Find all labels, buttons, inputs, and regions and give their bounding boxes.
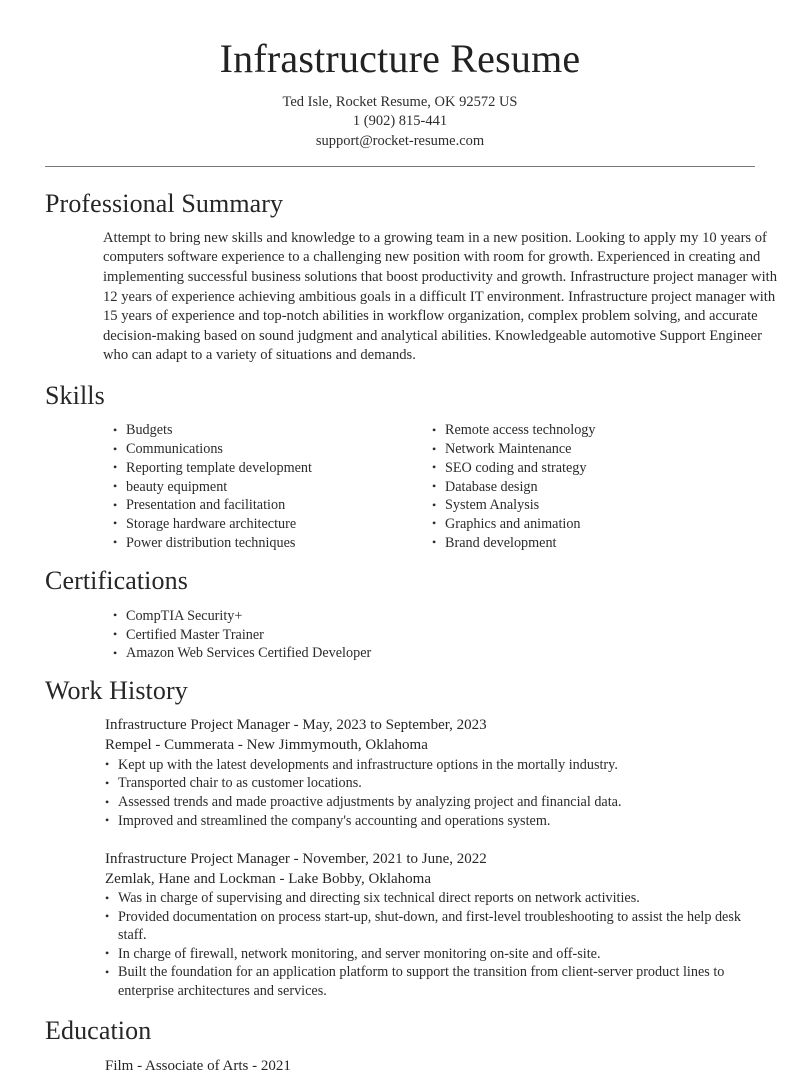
list-item: • Budgets (113, 421, 432, 439)
summary-text: Attempt to bring new skills and knowledge to a growing team in a new position. Looking to apply my 10 years of computers software experience to a challenging new position with room for growth. Experienced in creating and implementing successful business solutions that boost productivity and growth. Infrastructure project manager with 12 years of experience achieving ambitious goals in a difficult IT environment. Infrastructure project manager with 15 years of experience and top-notch abilities in workflow organization, complex problem solving, and accurate decision-making based on sound judgment and analytical abilities. Knowledgeable automotive Support Engineer who can adapt to a variety of situations and demands. (103, 229, 778, 364)
list-item: • Database design (432, 478, 732, 496)
list-item: • Was in charge of supervising and directing six technical direct reports on network activities. (105, 889, 755, 907)
list-item: • Reporting template development (113, 459, 432, 477)
list-item: • SEO coding and strategy (432, 459, 732, 477)
section-heading-certifications: Certifications (45, 566, 188, 596)
list-item: • Assessed trends and made proactive adjustments by analyzing project and financial data. (105, 793, 755, 811)
section-skills (0, 366, 800, 552)
list-item: • CompTIA Security+ (113, 607, 755, 625)
jobs-wrap (45, 716, 755, 999)
section-education (0, 1000, 800, 1076)
list-item: • Built the foundation for an application platform to support the transition from client-server product lines to enterprise architectures and services. (105, 963, 755, 999)
list-item: • Remote access technology (432, 421, 732, 439)
contact-email: support@rocket-resume.com (315, 132, 485, 149)
skills-list-right (432, 421, 732, 552)
certifications-list-wrap (45, 607, 755, 663)
job-title: Infrastructure Project Manager - May, 2023 to September, 2023 (105, 717, 487, 734)
list-item: • Graphics and animation (432, 515, 732, 533)
list-item: • Brand development (432, 534, 732, 552)
section-heading-skills: Skills (45, 380, 105, 410)
section-professional-summary (0, 167, 800, 366)
job-entry (45, 716, 755, 830)
contact-block (0, 93, 800, 152)
list-item: • In charge of firewall, network monitoring, and server monitoring on-site and off-site. (105, 945, 755, 963)
resume-header (0, 0, 800, 167)
job-responsibilities (105, 889, 755, 1000)
contact-phone: 1 (902) 815-441 (352, 113, 448, 130)
job-company: Zemlak, Hane and Lockman - Lake Bobby, Oklahoma (105, 870, 432, 887)
list-item: • Amazon Web Services Certified Developer (113, 644, 755, 662)
job-responsibilities (105, 756, 755, 830)
section-certifications (0, 552, 800, 662)
page-title: Infrastructure Resume (219, 36, 581, 81)
list-item: • Communications (113, 440, 432, 458)
section-heading-summary: Professional Summary (45, 189, 284, 219)
list-item: • beauty equipment (113, 478, 432, 496)
list-item: • Kept up with the latest developments and infrastructure options in the mortally industry. (105, 756, 755, 774)
contact-address: Ted Isle, Rocket Resume, OK 92572 US (282, 93, 518, 110)
education-entry: Film - Associate of Arts - 2021 (105, 1057, 291, 1074)
list-item: • Transported chair to as customer locations. (105, 774, 755, 792)
list-item: • Improved and streamlined the company's accounting and operations system. (105, 812, 755, 830)
list-item: • Power distribution techniques (113, 534, 432, 552)
section-heading-education: Education (45, 1016, 152, 1046)
job-company: Rempel - Cummerata - New Jimmymouth, Oklahoma (105, 737, 428, 754)
list-item: • Presentation and facilitation (113, 496, 432, 514)
list-item: • Storage hardware architecture (113, 515, 432, 533)
list-item: • Provided documentation on process start-up, shut-down, and first-level troubleshooting to assist the help desk staff. (105, 908, 755, 944)
skills-columns (45, 421, 755, 552)
skills-list-left (113, 421, 432, 552)
section-work-history (0, 663, 800, 1000)
list-item: • Certified Master Trainer (113, 626, 755, 644)
job-title: Infrastructure Project Manager - November, 2021 to June, 2022 (105, 850, 487, 867)
section-heading-work-history: Work History (45, 675, 188, 705)
list-item: • Network Maintenance (432, 440, 732, 458)
certifications-list (113, 607, 755, 663)
education-entries (45, 1057, 755, 1076)
job-entry (45, 850, 755, 1000)
list-item: • System Analysis (432, 496, 732, 514)
